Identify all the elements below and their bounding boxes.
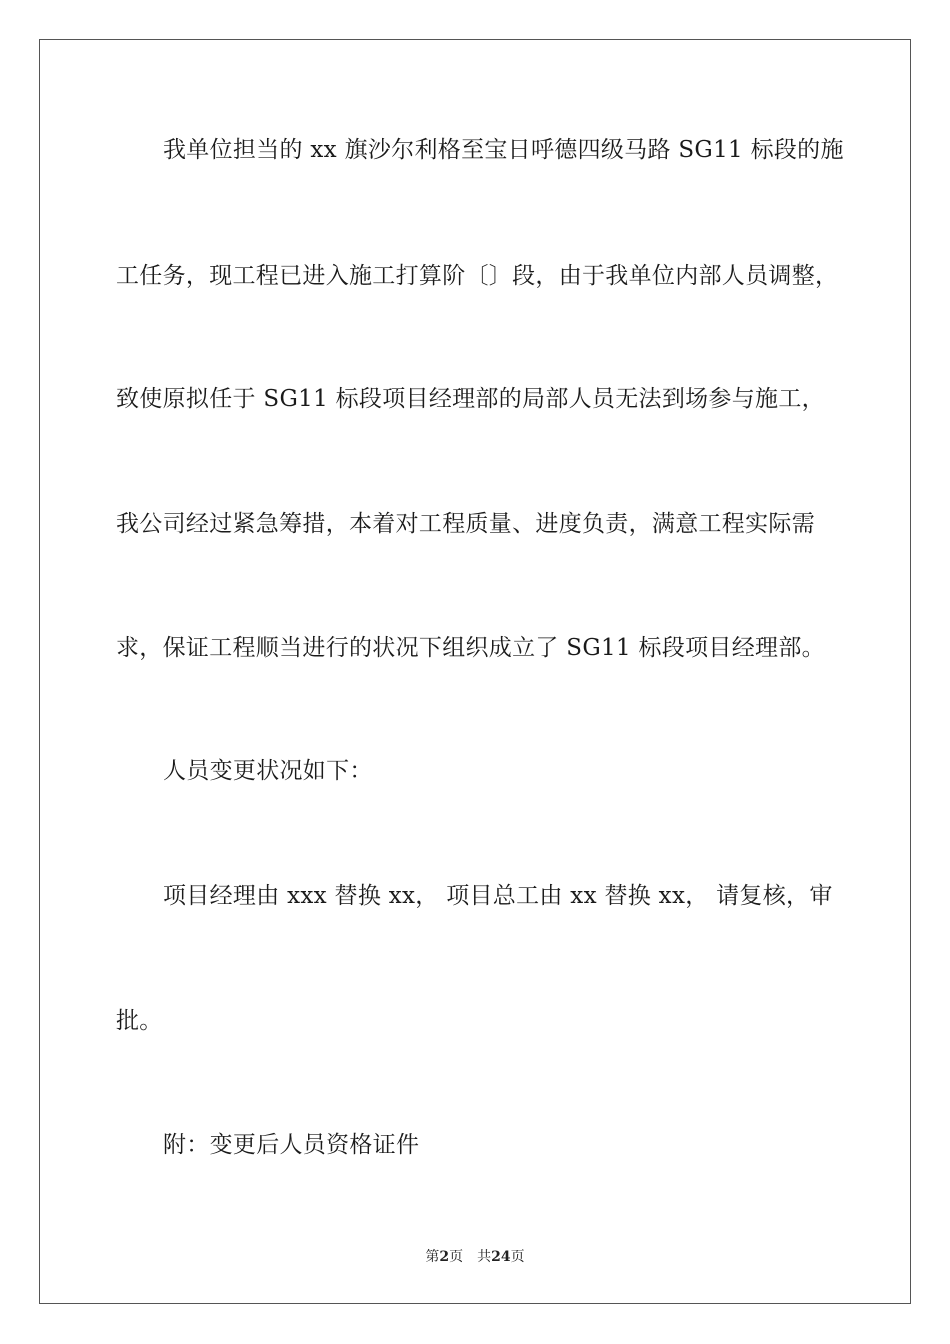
page-border xyxy=(39,39,911,1304)
paragraph-line-2: 工任务，现工程已进入施工打算阶〔〕段，由于我单位内部人员调整， xyxy=(116,263,839,289)
page-prefix: 第 xyxy=(425,1249,440,1265)
change-detail-line-1: 项目经理由 xxx 替换 xx， 项目总工由 xx 替换 xx， 请复核，审 xyxy=(163,883,833,909)
change-detail-line-2: 批。 xyxy=(116,1008,163,1034)
page-suffix: 页 xyxy=(449,1249,464,1265)
attachment-note: 附：变更后人员资格证件 xyxy=(163,1132,420,1158)
page-current: 2 xyxy=(439,1249,450,1265)
page-total: 24 xyxy=(491,1249,511,1265)
paragraph-line-1: 我单位担当的 xx 旗沙尔利格至宝日呼德四级马路 SG11 标段的施 xyxy=(163,137,844,163)
total-prefix: 共 xyxy=(477,1249,492,1265)
paragraph-line-4: 我公司经过紧急筹措，本着对工程质量、进度负责，满意工程实际需 xyxy=(116,511,815,537)
change-heading: 人员变更状况如下： xyxy=(163,758,373,784)
page-footer xyxy=(0,1248,950,1266)
paragraph-line-3: 致使原拟任于 SG11 标段项目经理部的局部人员无法到场参与施工， xyxy=(116,386,825,412)
paragraph-line-5: 求，保证工程顺当进行的状况下组织成立了 SG11 标段项目经理部。 xyxy=(116,635,825,661)
total-suffix: 页 xyxy=(510,1249,525,1265)
